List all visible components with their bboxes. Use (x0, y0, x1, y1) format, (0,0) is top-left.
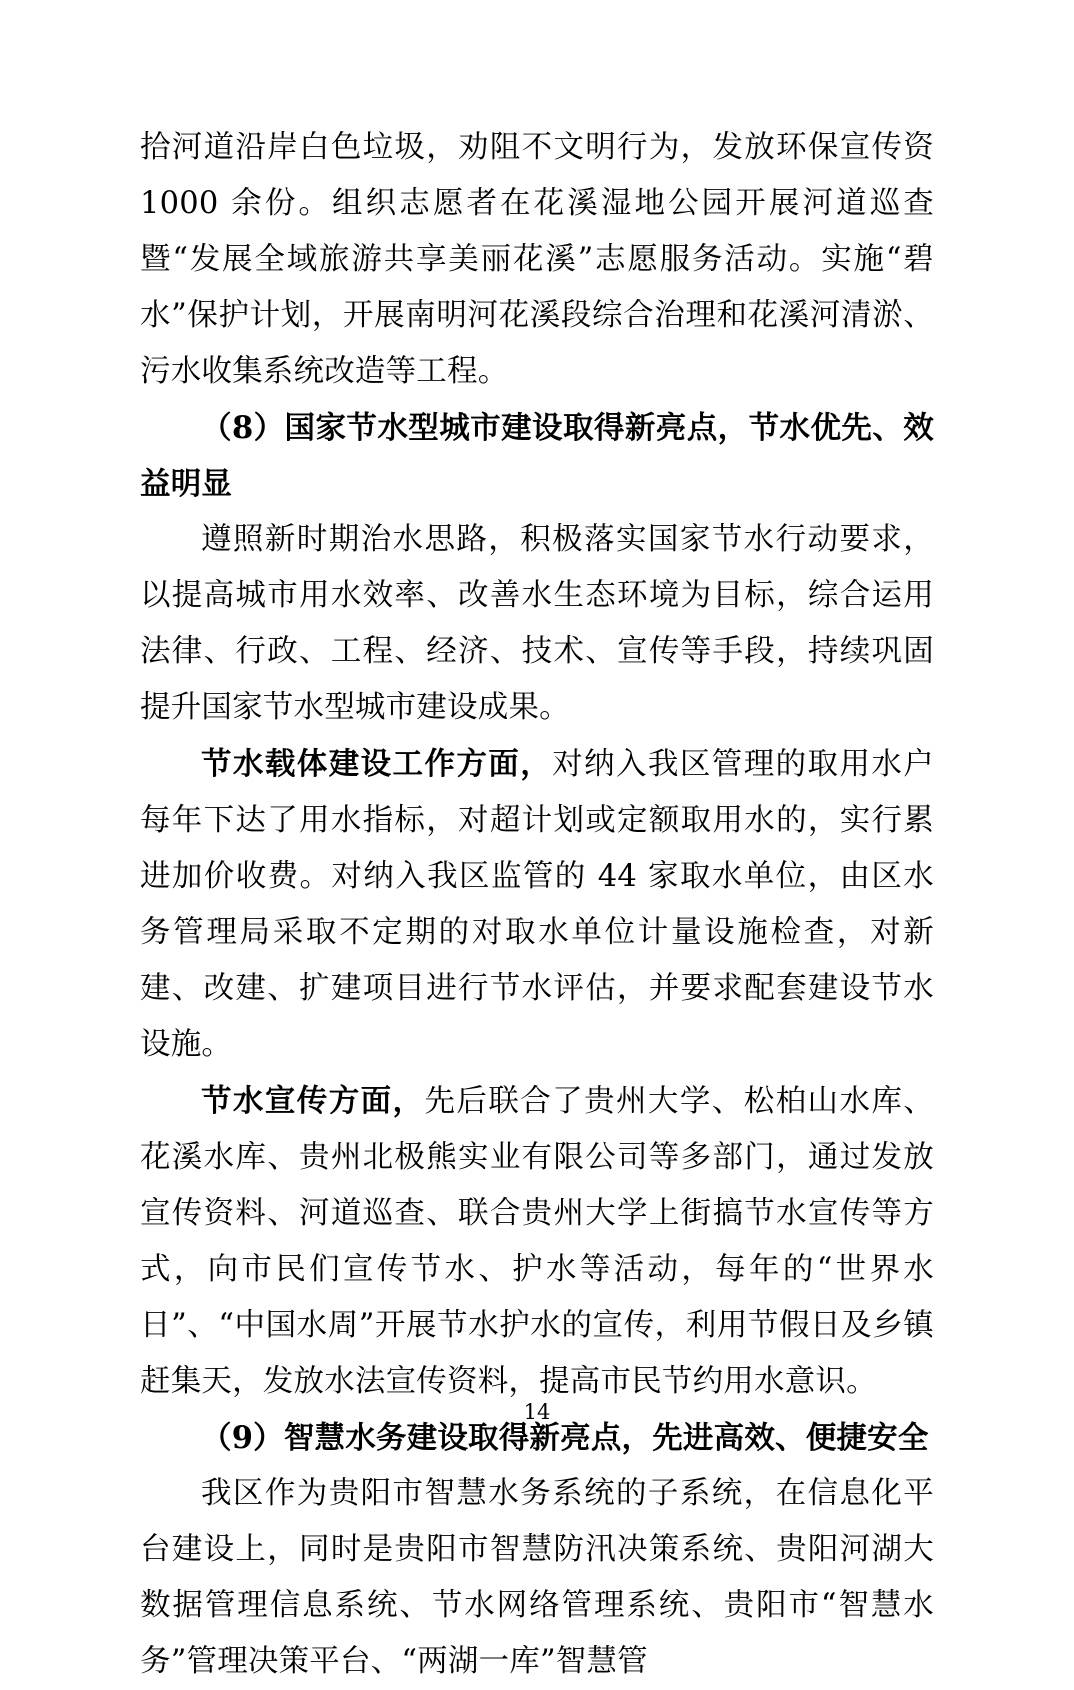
paragraph-text-carrier-construction: 对纳入我区管理的取用水户每年下达了用水指标，对超计划或定额取用水的，实行累进加价收费。对纳入我区监管的 44 家取水单位，由区水务管理局采取不定期的对取水单位计量设施检查，对新建、改建、扩建项目进行节水评估，并要求配套建设节水设施。 (140, 747, 935, 1062)
paragraph-smart-water-affairs: 我区作为贵阳市智慧水务系统的子系统，在信息化平台建设上，同时是贵阳市智慧防汛决策系统、贵阳河湖大数据管理信息系统、节水网络管理系统、贵阳市“智慧水务”管理决策平台、“两湖一库”智慧管 (140, 1476, 934, 1679)
paragraph-text-publicity: 先后联合了贵州大学、松柏山水库、花溪水库、贵州北极熊实业有限公司等多部门，通过发放宣传资料、河道巡查、联合贵州大学上街搞节水宣传等方式，向市民们宣传节水、护水等活动，每年的“世界水日”、“中国水周”开展节水护水的宣传，利用节假日及乡镇赶集天，发放水法宣传资料，提高市民节约用水意识。 (140, 1084, 935, 1399)
paragraph-lead-carrier-construction: 节水载体建设工作方面， (201, 746, 553, 782)
paragraph-lead-publicity: 节水宣传方面， (201, 1083, 425, 1119)
paragraph-continuation: 拾河道沿岸白色垃圾，劝阻不文明行为，发放环保宣传资 1000 余份。组织志愿者在花溪湿地公园开展河道巡查暨“发展全域旅游共享美丽花溪”志愿服务活动。实施“碧水”保护计划，开展南明河花溪段综合治理和花溪河清淤、污水收集系统改造等工程。 (140, 130, 934, 389)
paragraph-water-saving-publicity (140, 1073, 934, 1410)
section-heading-8: （8）国家节水型城市建设取得新亮点，节水优先、效益明显 (140, 410, 934, 502)
paragraph-carrier-construction (140, 736, 934, 1073)
page-number: 14 (523, 1400, 551, 1424)
section-heading-9: （9）智慧水务建设取得新亮点，先进高效、便捷安全 (201, 1420, 929, 1456)
document-body (140, 120, 934, 1690)
paragraph-water-saving-policy: 遵照新时期治水思路，积极落实国家节水行动要求，以提高城市用水效率、改善水生态环境为目标，综合运用法律、行政、工程、经济、技术、宣传等手段，持续巩固提升国家节水型城市建设成果。 (140, 522, 934, 725)
